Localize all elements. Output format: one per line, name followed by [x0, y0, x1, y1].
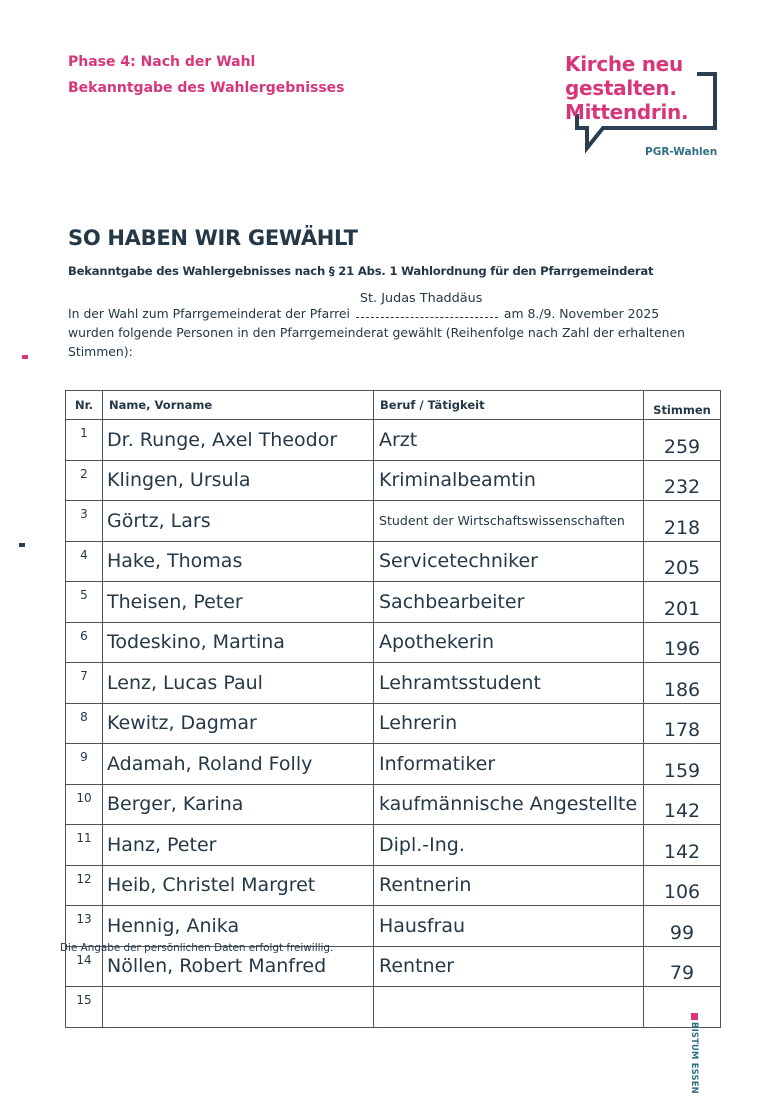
row-votes: 232 [644, 460, 721, 501]
row-votes [644, 987, 721, 1028]
row-name: Hake, Thomas [103, 541, 374, 582]
table-row [66, 744, 721, 785]
row-number: 8 [66, 703, 103, 744]
intro-line-2: wurden folgende Personen in den Pfarrgemeinderat gewählt (Reihenfolge nach Zahl der erhaltenen [68, 325, 685, 340]
row-number: 15 [66, 987, 103, 1028]
bistum-essen-label [689, 1013, 701, 1103]
row-number: 13 [66, 906, 103, 947]
row-name: Lenz, Lucas Paul [103, 663, 374, 704]
phase-line-2: Bekanntgabe des Wahlergebnisses [68, 80, 345, 96]
row-votes: 186 [644, 663, 721, 704]
row-job: Rentnerin [374, 865, 644, 906]
page-title: SO HABEN WIR GEWÄHLT [68, 226, 358, 250]
row-votes: 106 [644, 865, 721, 906]
phase-header [68, 49, 345, 101]
row-votes: 201 [644, 582, 721, 623]
row-name: Klingen, Ursula [103, 460, 374, 501]
row-job: Informatiker [374, 744, 644, 785]
row-votes: 99 [644, 906, 721, 947]
table-row [66, 987, 721, 1028]
row-name: Berger, Karina [103, 784, 374, 825]
row-name [103, 987, 374, 1028]
row-name: Todeskino, Martina [103, 622, 374, 663]
row-job: Sachbearbeiter [374, 582, 644, 623]
row-name: Dr. Runge, Axel Theodor [103, 420, 374, 461]
table-row [66, 582, 721, 623]
row-number: 2 [66, 460, 103, 501]
page-subtitle: Bekanntgabe des Wahlergebnisses nach § 21 Abs. 1 Wahlordnung für den Pfarrgemeinderat [68, 264, 654, 278]
table-row [66, 622, 721, 663]
row-name: Hennig, Anika [103, 906, 374, 947]
table-header-row [66, 391, 721, 420]
logo-line-2: gestalten. [565, 76, 677, 100]
table-row [66, 663, 721, 704]
table-row [66, 825, 721, 866]
intro-before: In der Wahl zum Pfarrgemeinderat der Pfarrei [68, 306, 350, 321]
parish-field [356, 291, 498, 318]
row-votes: 178 [644, 703, 721, 744]
table-row [66, 420, 721, 461]
row-number: 6 [66, 622, 103, 663]
table-row [66, 541, 721, 582]
row-job: Kriminalbeamtin [374, 460, 644, 501]
row-number: 4 [66, 541, 103, 582]
row-job: Servicetechniker [374, 541, 644, 582]
phase-line-1: Phase 4: Nach der Wahl [68, 54, 256, 70]
row-number: 7 [66, 663, 103, 704]
row-name: Nöllen, Robert Manfred [103, 946, 374, 987]
row-number: 3 [66, 501, 103, 542]
results-table [65, 390, 721, 1028]
margin-mark-pink [22, 355, 28, 359]
logo-subtitle: PGR-Wahlen [645, 146, 718, 158]
row-number: 9 [66, 744, 103, 785]
table-row [66, 460, 721, 501]
row-votes: 205 [644, 541, 721, 582]
row-votes: 142 [644, 825, 721, 866]
table-row [66, 703, 721, 744]
header-votes: Stimmen [644, 391, 721, 420]
footnote: Die Angabe der persönlichen Daten erfolgt freiwillig. [60, 942, 334, 954]
logo-line-3: Mittendrin. [565, 100, 689, 124]
row-number: 14 [66, 946, 103, 987]
table-row [66, 865, 721, 906]
table-row [66, 784, 721, 825]
row-name: Adamah, Roland Folly [103, 744, 374, 785]
row-number: 5 [66, 582, 103, 623]
bistum-square-icon [691, 1013, 698, 1020]
kirche-neu-gestalten-logo [565, 52, 725, 164]
row-votes: 218 [644, 501, 721, 542]
intro-after: am 8./9. November 2025 [503, 306, 660, 321]
row-votes: 142 [644, 784, 721, 825]
row-job: Lehrerin [374, 703, 644, 744]
row-votes: 159 [644, 744, 721, 785]
table-row [66, 501, 721, 542]
logo-line-1: Kirche neu [565, 52, 683, 76]
row-name: Kewitz, Dagmar [103, 703, 374, 744]
header-job: Beruf / Tätigkeit [374, 391, 644, 420]
table-row [66, 906, 721, 947]
bistum-text: BISTUM ESSEN [690, 1022, 700, 1094]
intro-text [68, 291, 738, 361]
row-job: kaufmännische Angestellte [374, 784, 644, 825]
row-job [374, 987, 644, 1028]
row-number: 10 [66, 784, 103, 825]
row-job: Dipl.-Ing. [374, 825, 644, 866]
logo-claim [565, 52, 688, 124]
row-number: 12 [66, 865, 103, 906]
row-votes: 196 [644, 622, 721, 663]
header-name: Name, Vorname [103, 391, 374, 420]
row-job: Rentner [374, 946, 644, 987]
intro-line-3: Stimmen): [68, 344, 133, 359]
row-number: 11 [66, 825, 103, 866]
row-name: Theisen, Peter [103, 582, 374, 623]
header-nr: Nr. [66, 391, 103, 420]
row-job: Student der Wirtschaftswissenschaften [374, 501, 644, 542]
row-votes: 79 [644, 946, 721, 987]
parish-name: St. Judas Thaddäus [359, 291, 483, 306]
row-job: Hausfrau [374, 906, 644, 947]
margin-mark-navy [19, 543, 25, 547]
row-votes: 259 [644, 420, 721, 461]
row-job: Arzt [374, 420, 644, 461]
row-name: Hanz, Peter [103, 825, 374, 866]
row-number: 1 [66, 420, 103, 461]
row-job: Apothekerin [374, 622, 644, 663]
row-job: Lehramtsstudent [374, 663, 644, 704]
row-name: Heib, Christel Margret [103, 865, 374, 906]
row-name: Görtz, Lars [103, 501, 374, 542]
